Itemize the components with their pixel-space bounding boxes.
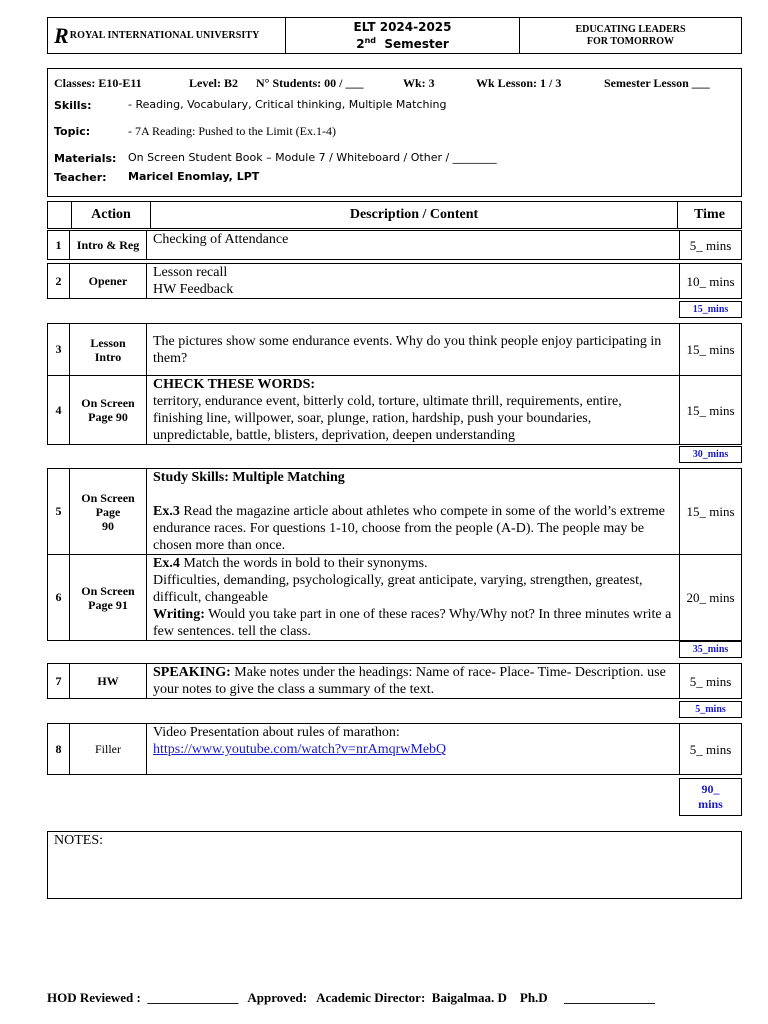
row-number: 8: [48, 724, 70, 775]
subtotal-2: 30_mins: [679, 446, 742, 463]
students-count: N° Students: 00 / ___: [256, 76, 364, 90]
row-action: HW: [70, 664, 147, 699]
university-logo-icon: R: [54, 22, 69, 48]
skills-label: Skills:: [54, 99, 92, 112]
motto-cell: [520, 18, 741, 53]
row-description: Lesson recall HW Feedback: [147, 264, 680, 299]
row-description: [147, 376, 680, 445]
subtotal-4: 5_mins: [679, 701, 742, 718]
notes-label: NOTES:: [54, 833, 103, 848]
lesson-info-box: [47, 68, 742, 197]
time-header: Time: [678, 202, 742, 229]
row-description: SPEAKING: Make notes under the headings: Name of race- Place- Time- Description. use your notes to give the class a summary of the text.: [147, 664, 680, 699]
level: Level: B2: [189, 76, 238, 90]
teacher-name: Maricel Enomlay, LPT: [128, 170, 260, 183]
lesson-row-7: [47, 663, 742, 699]
row-number: 3: [48, 324, 70, 376]
lesson-row-8: [47, 723, 742, 775]
topic-value: - 7A Reading: Pushed to the Limit (Ex.1-4): [128, 124, 336, 138]
lesson-row-1: [47, 230, 742, 260]
materials-label: Materials:: [54, 152, 117, 165]
week: Wk: 3: [403, 76, 435, 90]
subtotal-3: 35_mins: [679, 641, 742, 658]
lesson-row-2: [47, 263, 742, 299]
row-time: 5_ mins: [680, 724, 742, 775]
row-time: 10_ mins: [680, 264, 742, 299]
exercise-3-text: Ex.3 Read the magazine article about athletes who compete in some of the world’s extreme endurance races. For questions 1-10, choose from the people (A-D). The people may be chosen more than once.: [153, 504, 666, 553]
row-time: 20_ mins: [680, 555, 742, 641]
study-skills-heading: Study Skills: Multiple Matching: [153, 470, 345, 485]
program-cell: [286, 18, 520, 53]
semester-label: 2nd Semester: [356, 36, 449, 51]
writing-task: Writing: Would you take part in one of these races? Why/Why not? In three minutes write a few sentences. tell the class.: [153, 607, 672, 639]
row-description: [147, 555, 680, 641]
lesson-rows-3-4: [47, 323, 742, 445]
row-action: On Screen Page 91: [70, 555, 147, 641]
row-time: 15_ mins: [680, 469, 742, 555]
row-action: Opener: [70, 264, 147, 299]
semester-lesson: Semester Lesson ___: [604, 76, 710, 90]
row-description: Video Presentation about rules of marathon: https://www.youtube.com/watch?v=nrAmqrwMebQ: [147, 724, 680, 775]
skills-line: [54, 98, 447, 113]
materials-value: On Screen Student Book – Module 7 / Whiteboard / Other / ________: [128, 151, 497, 164]
row-description: The pictures show some endurance events. Why do you think people enjoy participating in them?: [147, 324, 680, 376]
subtotal-1: 15_mins: [679, 301, 742, 318]
university-name: ROYAL INTERNATIONAL UNIVERSITY: [69, 30, 260, 41]
approval-footer: HOD Reviewed : ______________ Approved: Academic Director: Baigalmaa. D Ph.D ______________: [47, 990, 655, 1005]
motto-line-2: FOR TOMORROW: [586, 35, 675, 47]
teacher-label: Teacher:: [54, 171, 107, 184]
synonyms-list: Difficulties, demanding, psychologically, great anticipate, varying, strengthen, greatest, difficult, changeable: [153, 573, 643, 605]
topic-label: Topic:: [54, 125, 91, 138]
video-link[interactable]: https://www.youtube.com/watch?v=nrAmqrwMebQ: [153, 742, 447, 757]
classes: Classes: E10-E11: [54, 76, 142, 90]
row-action: On Screen Page 90: [70, 376, 147, 445]
row-action: Intro & Reg: [70, 231, 147, 260]
num-header: [48, 202, 72, 229]
class-info-line: [54, 76, 739, 91]
topic-line: [54, 124, 336, 139]
check-words-list: territory, endurance event, bitterly cold, torture, ultimate thrill, requirements, entire, finishing line, willpower, soar, plunge, ration, hardship, push your boundaries, unpredictable, battle, blisters, deprivation, deepen understanding: [153, 394, 622, 443]
program-title: ELT 2024-2025: [353, 20, 452, 34]
row-action: On Screen Page 90: [70, 469, 147, 555]
row-description: [147, 469, 680, 555]
row-action: Filler: [70, 724, 147, 775]
row-number: 7: [48, 664, 70, 699]
row-number: 5: [48, 469, 70, 555]
motto-line-1: EDUCATING LEADERS: [575, 23, 686, 35]
week-lesson: Wk Lesson: 1 / 3: [476, 76, 562, 90]
check-words-heading: CHECK THESE WORDS:: [153, 377, 316, 392]
skills-value: - Reading, Vocabulary, Critical thinking, Multiple Matching: [128, 98, 447, 111]
row-number: 1: [48, 231, 70, 260]
row-number: 6: [48, 555, 70, 641]
row-time: 15_ mins: [680, 376, 742, 445]
university-logo-cell: [48, 18, 286, 53]
total-time: 90_ mins: [679, 778, 742, 816]
row-time: 15_ mins: [680, 324, 742, 376]
description-header: Description / Content: [151, 202, 678, 229]
materials-line: [54, 151, 497, 166]
exercise-4-text: Ex.4 Match the words in bold to their synonyms.: [153, 556, 428, 571]
document-header: [47, 17, 742, 54]
teacher-line: [54, 170, 260, 185]
row-time: 5_ mins: [680, 231, 742, 260]
lesson-rows-5-6: [47, 468, 742, 641]
action-header: Action: [72, 202, 151, 229]
row-number: 2: [48, 264, 70, 299]
lesson-table-header: [47, 201, 742, 229]
notes-box[interactable]: [47, 831, 742, 899]
row-description: Checking of Attendance: [147, 231, 680, 260]
row-number: 4: [48, 376, 70, 445]
row-action: Lesson Intro: [70, 324, 147, 376]
row-time: 5_ mins: [680, 664, 742, 699]
